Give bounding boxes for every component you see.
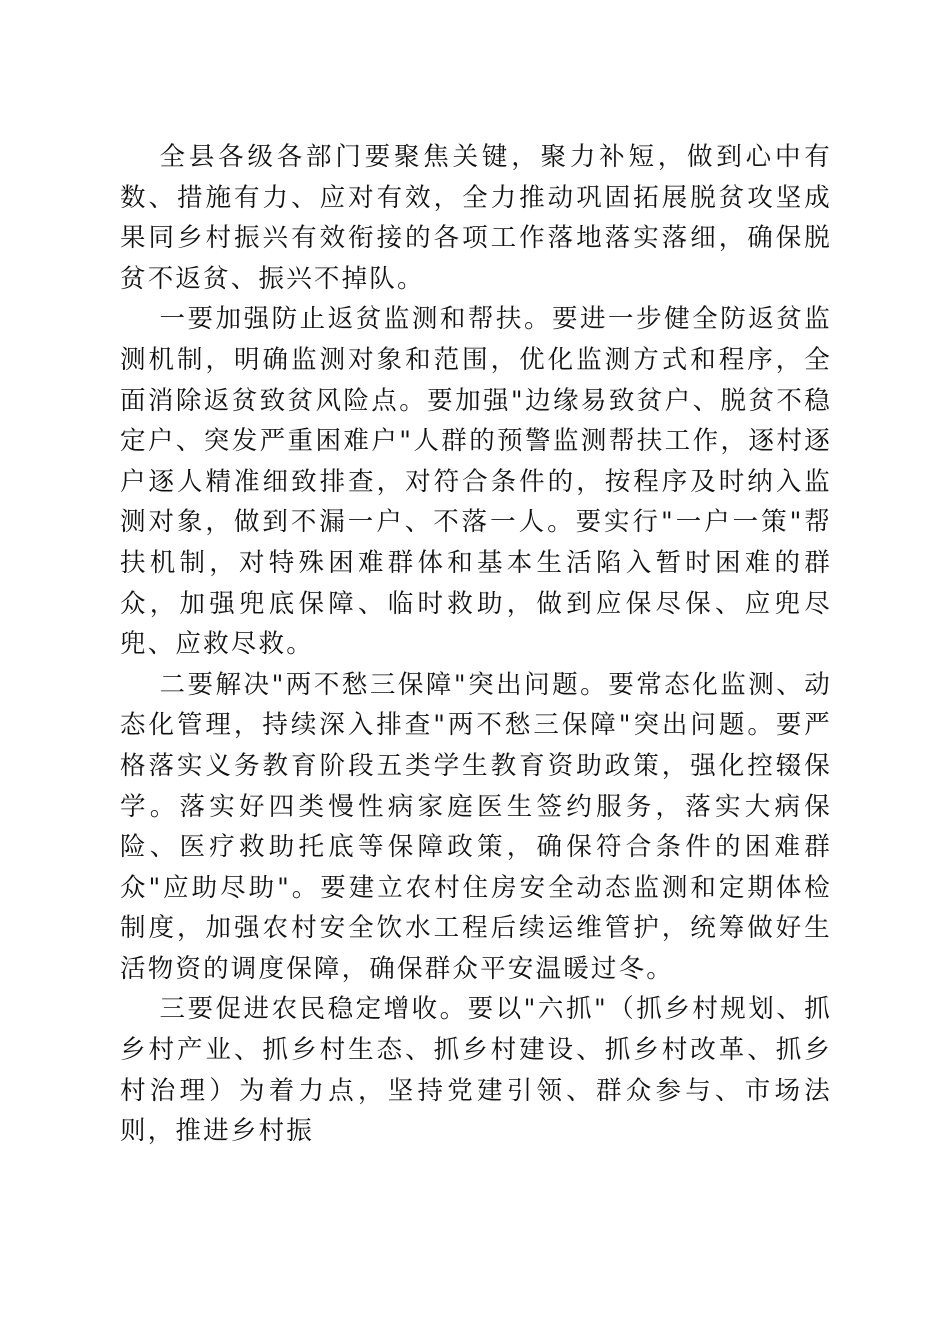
paragraph-point-three: 三要促进农民稳定增收。要以"六抓"（抓乡村规划、抓乡村产业、抓乡村生态、抓乡村建设、抓乡村改革、抓乡村治理）为着力点，坚持党建引领、群众参与、市场法则，推进乡村振 — [120, 994, 832, 1147]
paragraph-point-two: 二要解决"两不愁三保障"突出问题。要常态化监测、动态化管理，持续深入排查"两不愁三保障"突出问题。要严格落实义务教育阶段五类学生教育资助政策，强化控辍保学。落实好四类慢性病家庭医生签约服务，落实大病保险、医疗救助托底等保障政策，确保符合条件的困难群众"应助尽助"。要建立农村住房安全动态监测和定期体检制度，加强农村安全饮水工程后续运维管护，统筹做好生活物资的调度保障，确保群众平安温暖过冬。 — [120, 669, 832, 984]
paragraph-point-one: 一要加强防止返贫监测和帮扶。要进一步健全防返贫监测机制，明确监测对象和范围，优化监测方式和程序，全面消除返贫致贫风险点。要加强"边缘易致贫户、脱贫不稳定户、突发严重困难户"人群的预警监测帮扶工作，逐村逐户逐人精准细致排查，对符合条件的，按程序及时纳入监测对象，做到不漏一户、不落一人。要实行"一户一策"帮扶机制，对特殊困难群体和基本生活陷入暂时困难的群众，加强兜底保障、临时救助，做到应保尽保、应兜尽兜、应救尽救。 — [120, 304, 832, 660]
paragraph-intro: 全县各级各部门要聚焦关键，聚力补短，做到心中有数、措施有力、应对有效，全力推动巩固拓展脱贫攻坚成果同乡村振兴有效衔接的各项工作落地落实落细，确保脱贫不返贫、振兴不掉队。 — [120, 142, 832, 294]
document-body — [120, 137, 832, 1152]
